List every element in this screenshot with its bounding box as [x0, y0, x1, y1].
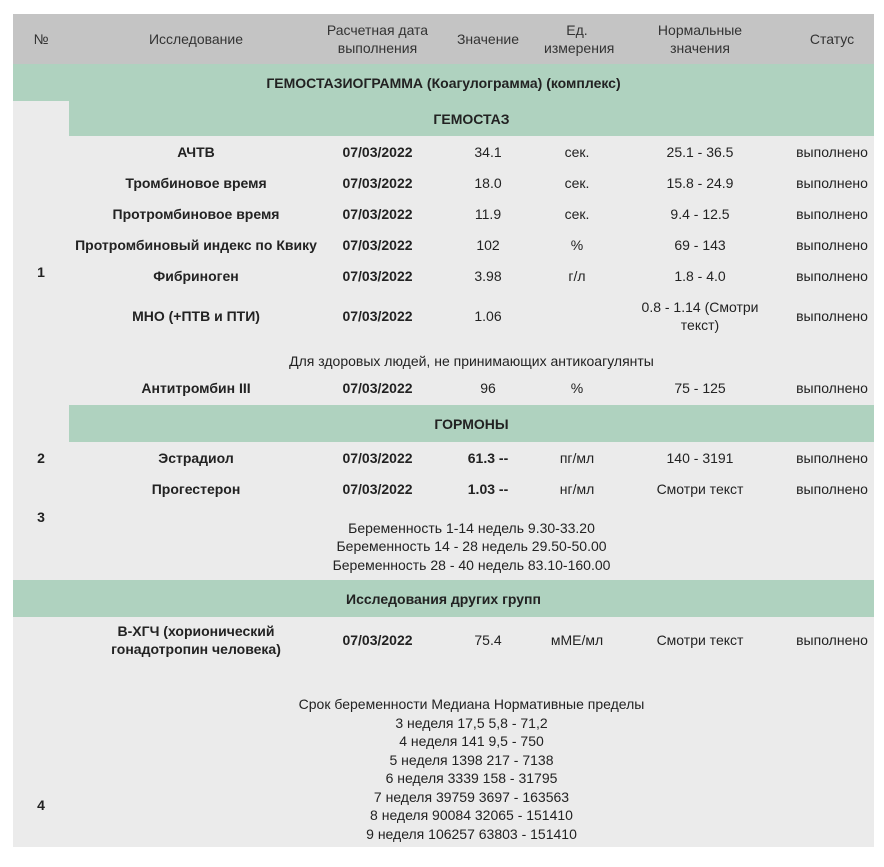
study-status: выполнено	[796, 236, 868, 253]
study-unit: г/л	[568, 267, 586, 284]
group-title-other: Исследования других групп	[13, 580, 874, 617]
col-header-date: Расчетная дата выполнения	[323, 14, 432, 64]
table-row	[13, 371, 874, 405]
study-value: 18.0	[474, 174, 502, 191]
study-unit: %	[570, 380, 584, 396]
group-row	[13, 405, 874, 442]
study-value: 61.3 --	[467, 449, 509, 466]
study-name: Фибриноген	[153, 267, 239, 284]
study-unit: мМЕ/мл	[550, 632, 604, 648]
note-row	[13, 663, 874, 847]
note-row	[13, 504, 874, 580]
mno-note: Для здоровых людей, не принимающих антикоагулянты	[289, 353, 654, 369]
table-row	[13, 442, 874, 473]
col-header-num: №	[13, 14, 69, 64]
study-norm: 140 - 3191	[666, 449, 734, 466]
table-row	[13, 167, 874, 198]
table-row	[13, 260, 874, 291]
subgroup-row	[13, 101, 874, 136]
study-unit: сек.	[564, 205, 590, 222]
study-unit: %	[570, 236, 584, 253]
study-name: Протромбиновое время	[112, 205, 280, 222]
study-date: 07/03/2022	[342, 205, 413, 222]
study-name: Тромбиновое время	[125, 174, 267, 191]
table-row	[13, 136, 874, 167]
progesterone-note: Беременность 1-14 недель 9.30-33.20 Беременность 14 - 28 недель 29.50-50.00 Беременность 28 - 40 недель 83.10-160.00	[332, 519, 611, 573]
study-value: 34.1	[474, 143, 502, 160]
col-header-value: Значение	[432, 14, 544, 64]
study-value: 102	[476, 236, 500, 253]
study-unit	[544, 291, 610, 341]
study-date: 07/03/2022	[342, 267, 413, 284]
study-status: выполнено	[796, 480, 868, 497]
table-row	[13, 229, 874, 260]
study-norm: 25.1 - 36.5	[666, 143, 734, 160]
subgroup-title-hemostasis: ГЕМОСТАЗ	[69, 101, 874, 136]
study-status: выполнено	[796, 308, 868, 324]
study-status: выполнено	[796, 143, 868, 160]
col-header-status: Статус	[790, 14, 874, 64]
results-table	[13, 14, 874, 847]
study-status: выполнено	[796, 380, 868, 396]
col-header-unit: Ед. измерения	[544, 14, 610, 64]
table-row	[13, 291, 874, 341]
row-number: 1	[37, 263, 45, 280]
group-row	[13, 580, 874, 617]
group-row	[13, 64, 874, 101]
study-status: выполнено	[796, 205, 868, 222]
study-name: Протромбиновый индекс по Квику	[75, 236, 317, 253]
study-status: выполнено	[796, 632, 868, 648]
group-title-hormones: ГОРМОНЫ	[69, 405, 874, 442]
study-norm: 9.4 - 12.5	[670, 205, 730, 222]
study-name: Прогестерон	[151, 480, 241, 497]
study-norm: 15.8 - 24.9	[666, 174, 734, 191]
study-norm: Смотри текст	[656, 632, 744, 648]
study-date: 07/03/2022	[342, 380, 413, 396]
study-value: 75.4	[474, 632, 502, 648]
study-value: 1.03 --	[467, 480, 509, 497]
study-norm: 1.8 - 4.0	[674, 267, 726, 284]
study-name: Эстрадиол	[158, 449, 234, 466]
col-header-study: Исследование	[69, 14, 323, 64]
study-value: 96	[480, 380, 496, 396]
study-status: выполнено	[796, 174, 868, 191]
row-number: 2	[37, 449, 45, 466]
study-name: Антитромбин III	[141, 380, 251, 396]
study-date: 07/03/2022	[342, 236, 413, 253]
study-norm: Смотри текст	[656, 480, 744, 497]
study-name: АЧТВ	[177, 143, 215, 160]
table-header-row	[13, 14, 874, 64]
col-header-norm: Нормальные значения	[610, 14, 790, 64]
results-table-wrapper	[13, 14, 874, 847]
study-norm: 0.8 - 1.14 (Смотри текст)	[641, 299, 759, 333]
study-date: 07/03/2022	[342, 308, 413, 324]
study-unit: сек.	[564, 174, 590, 191]
row-number: 3	[37, 509, 45, 525]
study-unit: сек.	[564, 143, 590, 160]
group-title-hemo-complex: ГЕМОСТАЗИОГРАММА (Коагулограмма) (комплекс)	[13, 64, 874, 101]
row-number: 4	[37, 797, 45, 813]
table-row	[13, 198, 874, 229]
study-norm: 69 - 143	[674, 236, 726, 253]
table-row	[13, 473, 874, 504]
study-value: 3.98	[474, 267, 502, 284]
study-value: 11.9	[474, 205, 502, 222]
study-date: 07/03/2022	[342, 449, 413, 466]
study-name: МНО (+ПТВ и ПТИ)	[132, 308, 260, 324]
study-unit: пг/мл	[559, 449, 595, 466]
study-unit: нг/мл	[559, 480, 595, 497]
study-date: 07/03/2022	[342, 480, 413, 497]
study-norm: 75 - 125	[674, 380, 726, 396]
study-name: В-ХГЧ (хорионический гонадотропин человека)	[111, 623, 281, 657]
table-row	[13, 617, 874, 663]
study-date: 07/03/2022	[342, 174, 413, 191]
note-row	[13, 341, 874, 371]
study-value: 1.06	[474, 308, 502, 324]
study-status: выполнено	[796, 449, 868, 466]
study-status: выполнено	[796, 267, 868, 284]
hcg-note: Срок беременности Медиана Нормативные пределы 3 неделя 17,5 5,8 - 71,2 4 неделя 141 9,5 - 750 5 неделя 1398 217 - 7138 6 неделя 3339 158 - 31795 7 неделя 39759 3697 - 163563 8 неделя 90084 32065 - 151410 9 неделя 106257 63803 - 151410	[298, 696, 645, 842]
study-date: 07/03/2022	[342, 632, 413, 648]
study-date: 07/03/2022	[342, 143, 413, 160]
